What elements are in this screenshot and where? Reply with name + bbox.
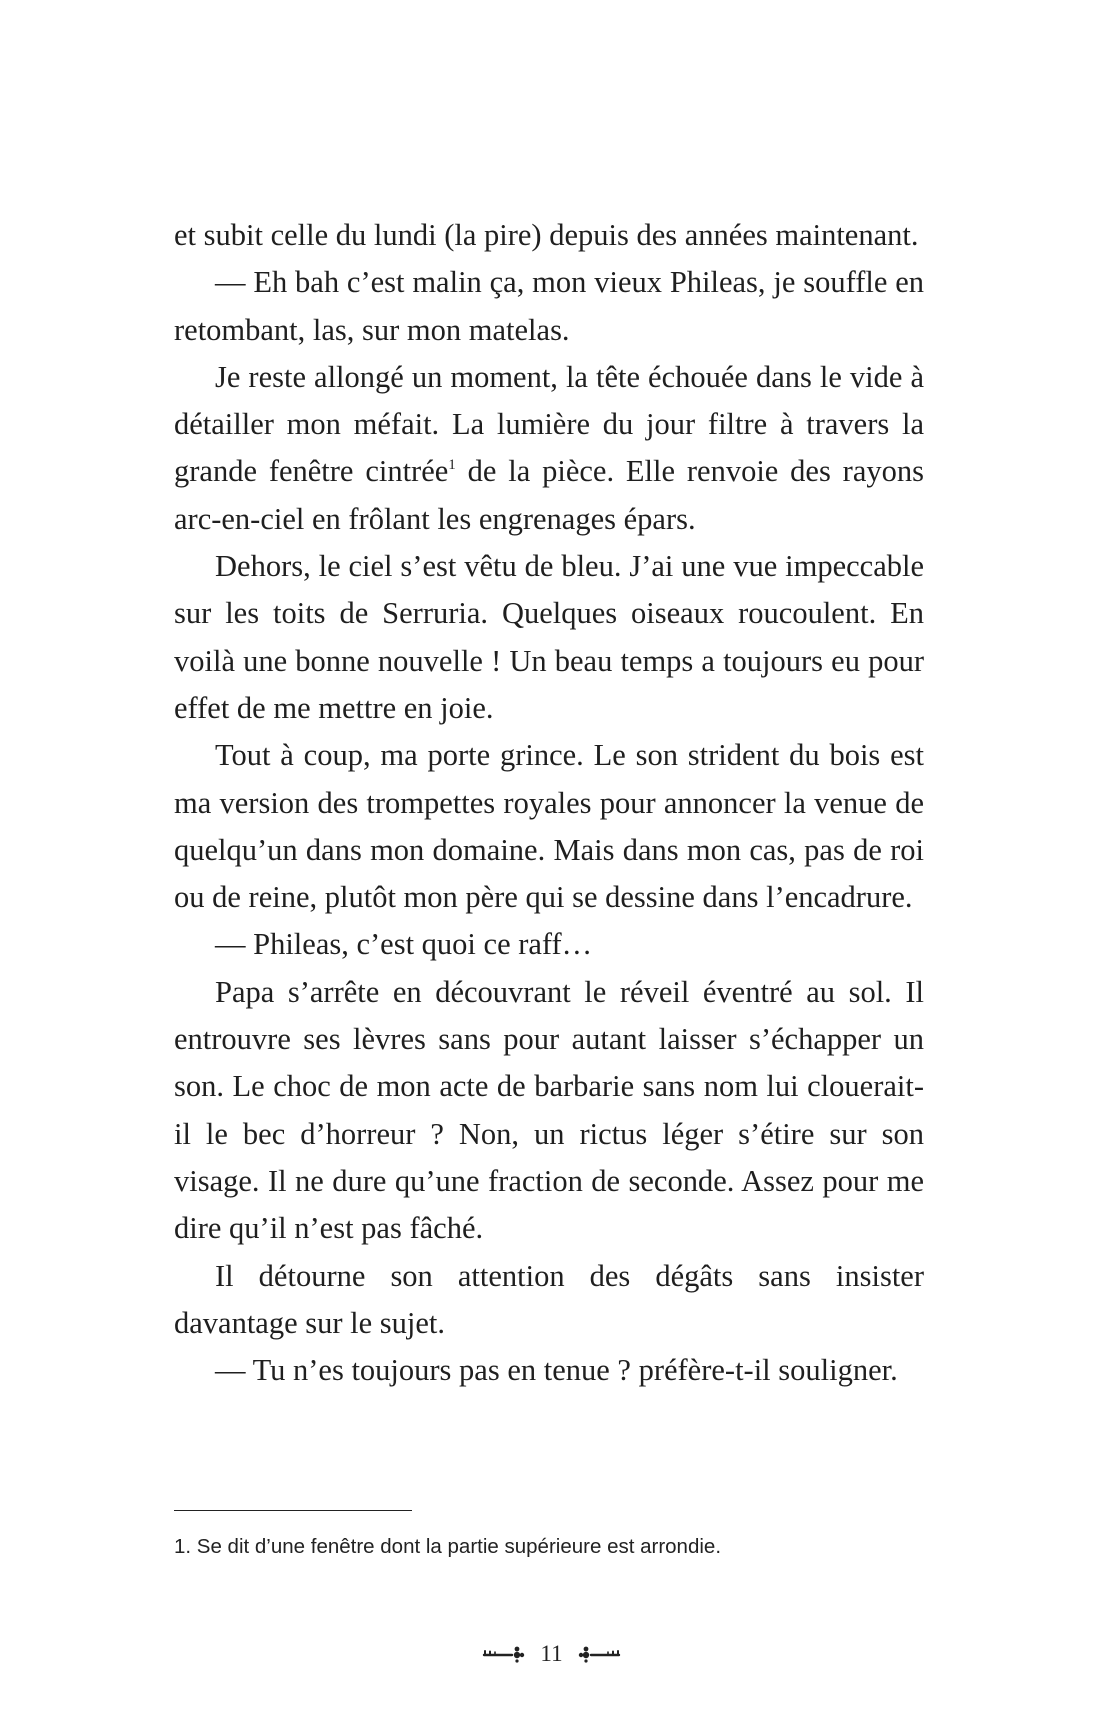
paragraph-9 bbox=[174, 1347, 924, 1394]
footnote-divider bbox=[174, 1510, 412, 1511]
paragraph-5 bbox=[174, 732, 924, 921]
paragraph-8 bbox=[174, 1253, 924, 1348]
paragraph-2 bbox=[174, 259, 924, 354]
page-number: 11 bbox=[540, 1641, 563, 1666]
body-text bbox=[174, 212, 924, 1394]
paragraph-7-text: Papa s’arrête en découvrant le réveil éventré au sol. Il entrouvre ses lèvres sans pour autant laisser s’échapper un son. Le choc de mon acte de barbarie sans nom lui clouerait-il le bec d’horreur ? Non, un rictus léger s’étire sur son visage. Il ne dure qu’une fraction de seconde. Assez pour me dire qu’il n’est pas fâché. bbox=[174, 974, 924, 1246]
paragraph-6 bbox=[174, 921, 924, 968]
paragraph-7 bbox=[174, 969, 924, 1253]
paragraph-3-text-continued: de la pièce. Elle renvoie des rayons arc-en-ciel en frôlant les engrenages épars. bbox=[174, 454, 924, 536]
paragraph-1 bbox=[174, 212, 924, 259]
paragraph-5-text: Tout à coup, ma porte grince. Le son strident du bois est ma version des trompettes royales pour annoncer la venue de quelqu’un dans mon domaine. Mais dans mon cas, pas de roi ou de reine, plutôt mon père qui se dessine dans l’encadrure. bbox=[174, 738, 924, 915]
paragraph-8-text: Il détourne son attention des dégâts sans insister davantage sur le sujet. bbox=[174, 1258, 924, 1340]
paragraph-4 bbox=[174, 543, 924, 732]
page-folio bbox=[0, 1640, 1103, 1668]
paragraph-3-text: Je reste allongé un moment, la tête échouée dans le vide à détailler mon méfait. La lumière du jour filtre à travers la grande fenêtre cintrée bbox=[174, 359, 924, 489]
paragraph-6-text: — Phileas, c’est quoi ce raff… bbox=[215, 927, 593, 962]
paragraph-2-text: — Eh bah c’est malin ça, mon vieux Phileas, je souffle en retombant, las, sur mon matelas. bbox=[174, 265, 924, 347]
paragraph-4-text: Dehors, le ciel s’est vêtu de bleu. J’ai une vue impeccable sur les toits de Serruria. Quelques oiseaux roucoulent. En voilà une bonne nouvelle ! Un beau temps a toujours eu pour effet de me mettre en joie. bbox=[174, 549, 924, 725]
paragraph-9-text: — Tu n’es toujours pas en tenue ? préfère-t-il souligner. bbox=[215, 1353, 898, 1388]
footnote-reference[interactable]: 1 bbox=[448, 457, 456, 474]
paragraph-3 bbox=[174, 354, 924, 543]
key-ornament-left-icon bbox=[482, 1645, 526, 1663]
paragraph-1-text: et subit celle du lundi (la pire) depuis des années maintenant. bbox=[174, 218, 919, 252]
key-ornament-right-icon bbox=[577, 1645, 621, 1663]
footnote-text: 1. Se dit d’une fenêtre dont la partie supérieure est arrondie. bbox=[174, 1535, 722, 1558]
